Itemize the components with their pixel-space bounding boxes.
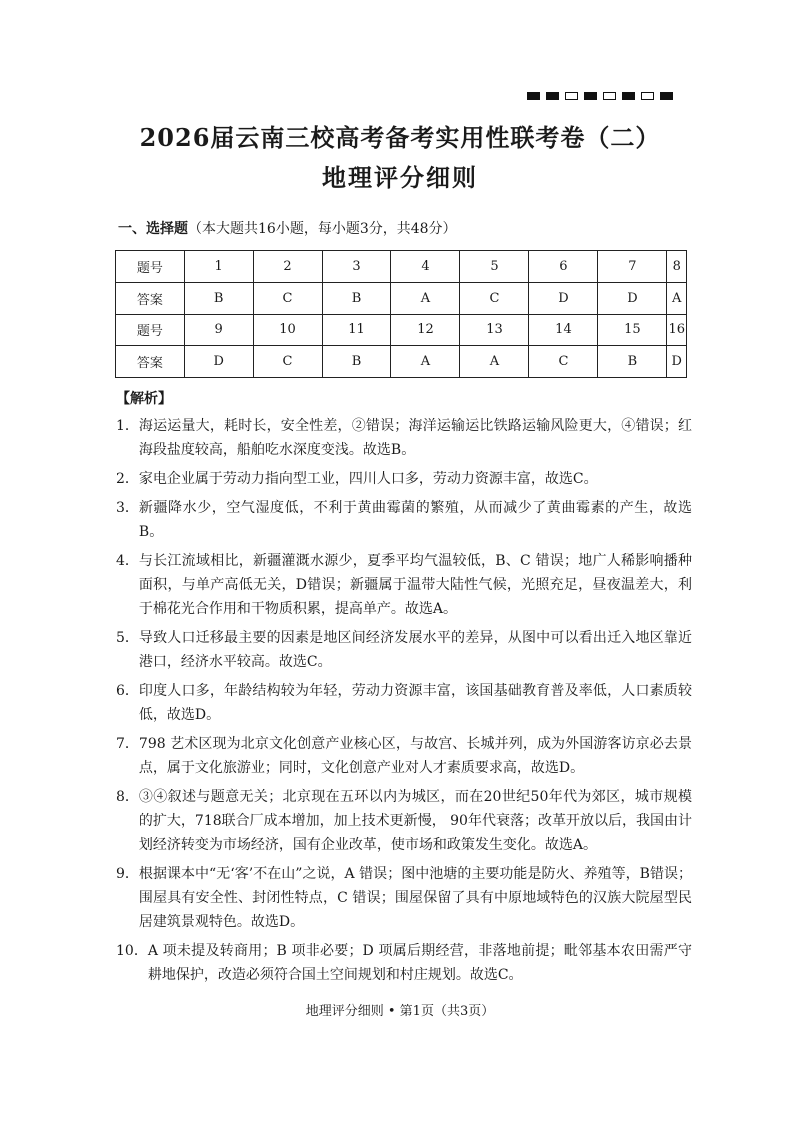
header-mark <box>584 92 597 100</box>
table-cell: C <box>529 346 598 378</box>
header-mark <box>527 92 540 100</box>
list-item <box>116 496 692 544</box>
analysis-heading: 【解析】 <box>116 391 172 407</box>
table-row <box>116 346 687 378</box>
table-row <box>116 314 687 346</box>
table-cell: 5 <box>460 251 529 283</box>
answer-table <box>115 250 687 378</box>
table-cell: C <box>253 346 322 378</box>
table-row <box>116 251 687 283</box>
item-text: ③④叙述与题意无关；北京现在五环以内为城区，而在20世纪50年代为郊区，城市规模的扩大，718联合厂成本增加，加上技术更新慢， 90年代衰落；改革开放以后，我国由计划经济转变为市场经济，国有企业改革，使市场和政策发生变化。故选A。 <box>138 789 692 853</box>
table-cell: 6 <box>529 251 598 283</box>
item-number: 3． <box>116 500 139 516</box>
header-mark <box>546 92 559 100</box>
item-number: 1． <box>116 418 139 434</box>
analysis-list <box>116 414 692 992</box>
list-item <box>116 862 692 934</box>
table-cell: C <box>253 282 322 314</box>
table-cell: D <box>667 346 687 378</box>
item-number: 7． <box>116 736 139 752</box>
table-cell: 2 <box>253 251 322 283</box>
list-item <box>116 939 692 987</box>
table-cell: A <box>391 282 460 314</box>
title-line-1: 2026届云南三校高考备考实用性联考卷（二） <box>139 123 661 152</box>
table-cell: B <box>184 282 253 314</box>
list-item <box>116 467 692 491</box>
table-cell: 3 <box>322 251 391 283</box>
table-cell: C <box>460 282 529 314</box>
item-text: 新疆降水少，空气湿度低，不利于黄曲霉菌的繁殖，从而减少了黄曲霉素的产生，故选B。 <box>138 500 692 540</box>
section-heading <box>118 218 457 238</box>
table-cell: 10 <box>253 314 322 346</box>
header-mark <box>603 92 616 100</box>
item-number: 6． <box>116 683 139 699</box>
table-cell: 13 <box>460 314 529 346</box>
header-mark <box>622 92 635 100</box>
table-cell: 12 <box>391 314 460 346</box>
table-row-header: 题号 <box>116 251 185 283</box>
item-text: 798 艺术区现为北京文化创意产业核心区，与故宫、长城并列，成为外国游客访京必去景点，属于文化旅游业；同时，文化创意产业对人才素质要求高，故选D。 <box>138 736 692 776</box>
table-cell: 8 <box>667 251 687 283</box>
list-item <box>116 549 692 621</box>
table-cell: 14 <box>529 314 598 346</box>
section-note: （本大题共16小题，每小题3分，共48分） <box>188 221 457 237</box>
table-cell: D <box>598 282 667 314</box>
title-line-2: 地理评分细则 <box>322 163 478 192</box>
table-cell: 16 <box>667 314 687 346</box>
header-mark <box>660 92 673 100</box>
list-item <box>116 414 692 462</box>
table-row-header: 答案 <box>116 346 185 378</box>
header-mark <box>641 92 654 100</box>
list-item <box>116 679 692 727</box>
item-number: 2． <box>116 471 139 487</box>
table-cell: 4 <box>391 251 460 283</box>
item-text: A 项未提及转商用；B 项非必要；D 项属后期经营，非落地前提；毗邻基本农田需严守耕地保护，改造必须符合国土空间规划和村庄规划。故选C。 <box>147 943 692 983</box>
item-text: 海运运量大，耗时长，安全性差，②错误；海洋运输运比铁路运输风险更大，④错误；红海段盐度较高，船舶吃水深度变浅。故选B。 <box>138 418 692 458</box>
header-marks <box>527 92 673 100</box>
item-text: 家电企业属于劳动力指向型工业，四川人口多，劳动力资源丰富，故选C。 <box>138 471 598 487</box>
section-title: 一、选择题 <box>118 221 188 237</box>
table-cell: B <box>322 282 391 314</box>
item-text: 根据课本中“无‘客’不在山”之说，A 错误；图中池塘的主要功能是防火、养殖等，B错误；围屋具有安全性、封闭性特点，C 错误；围屋保留了具有中原地域特色的汉族大院屋型民居建筑景观特色。故选D。 <box>138 866 692 930</box>
table-cell: A <box>460 346 529 378</box>
table-cell: 7 <box>598 251 667 283</box>
table-cell: D <box>184 346 253 378</box>
item-number: 5． <box>116 630 139 646</box>
table-cell: 1 <box>184 251 253 283</box>
table-row-header: 题号 <box>116 314 185 346</box>
item-number: 10． <box>116 943 148 959</box>
item-number: 9． <box>116 866 139 882</box>
item-text: 与长江流域相比，新疆灌溉水源少，夏季平均气温较低，B、C 错误；地广人稀影响播种面积，与单产高低无关，D错误；新疆属于温带大陆性气候，光照充足，昼夜温差大，利于棉花光合作用和干物质积累，提高单产。故选A。 <box>138 553 692 617</box>
table-row <box>116 282 687 314</box>
list-item <box>116 785 692 857</box>
table-cell: 11 <box>322 314 391 346</box>
table-cell: 15 <box>598 314 667 346</box>
item-text: 导致人口迁移最主要的因素是地区间经济发展水平的差异，从图中可以看出迁入地区靠近港口，经济水平较高。故选C。 <box>138 630 692 670</box>
table-cell: 9 <box>184 314 253 346</box>
list-item <box>116 732 692 780</box>
item-text: 印度人口多，年龄结构较为年轻，劳动力资源丰富，该国基础教育普及率低，人口素质较低，故选D。 <box>138 683 692 723</box>
table-cell: A <box>667 282 687 314</box>
table-cell: A <box>391 346 460 378</box>
table-row-header: 答案 <box>116 282 185 314</box>
item-number: 8． <box>116 789 139 805</box>
table-cell: D <box>529 282 598 314</box>
table-cell: B <box>322 346 391 378</box>
item-number: 4． <box>116 553 139 569</box>
page-footer: 地理评分细则 • 第1页（共3页） <box>305 1004 495 1019</box>
header-mark <box>565 92 578 100</box>
table-cell: B <box>598 346 667 378</box>
list-item <box>116 626 692 674</box>
